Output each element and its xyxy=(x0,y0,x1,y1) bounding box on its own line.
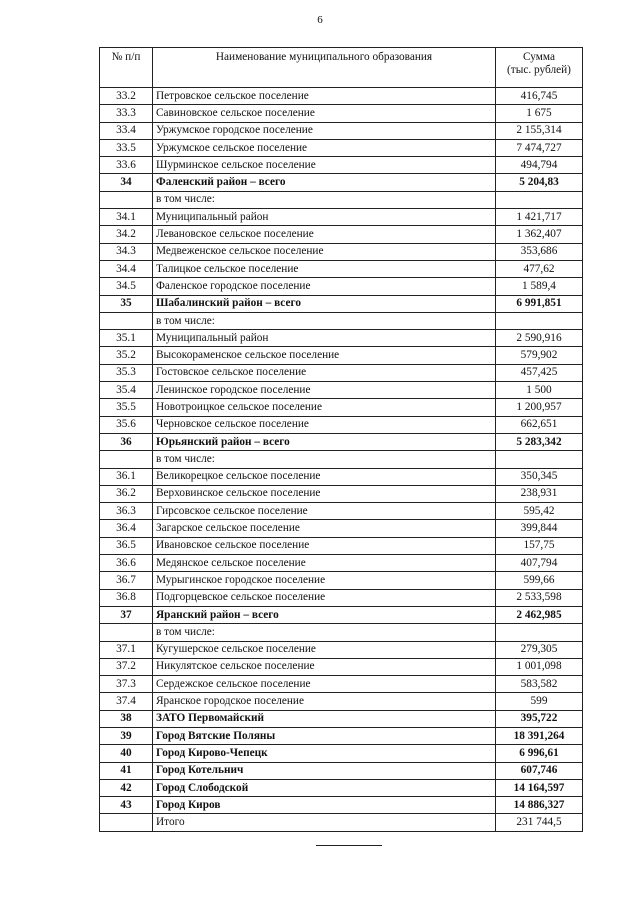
row-name: Город Котельнич xyxy=(153,762,496,779)
header-name: Наименование муниципального образования xyxy=(153,48,496,88)
row-name: Яранское городское поселение xyxy=(153,693,496,710)
row-name: Новотроицкое сельское поселение xyxy=(153,399,496,416)
row-name: Медянское сельское поселение xyxy=(153,555,496,572)
row-sum: 494,794 xyxy=(496,157,583,174)
row-number: 35.3 xyxy=(100,364,153,381)
row-number: 33.3 xyxy=(100,105,153,122)
table-row xyxy=(100,658,583,675)
row-name: в том числе: xyxy=(153,451,496,468)
table-row xyxy=(100,399,583,416)
table-row xyxy=(100,347,583,364)
table-row xyxy=(100,88,583,105)
row-sum: 399,844 xyxy=(496,520,583,537)
row-number: 35.5 xyxy=(100,399,153,416)
row-name: Город Киров xyxy=(153,797,496,814)
row-number xyxy=(100,312,153,329)
row-sum: 579,902 xyxy=(496,347,583,364)
table-row xyxy=(100,105,583,122)
table-row xyxy=(100,762,583,779)
row-name: Уржумское городское поселение xyxy=(153,122,496,139)
row-sum: 1 421,717 xyxy=(496,209,583,226)
row-name: Великорецкое сельское поселение xyxy=(153,468,496,485)
row-number: 36.7 xyxy=(100,572,153,589)
row-sum: 607,746 xyxy=(496,762,583,779)
row-name: Верховинское сельское поселение xyxy=(153,485,496,502)
row-name: Загарское сельское поселение xyxy=(153,520,496,537)
table-row xyxy=(100,191,583,208)
row-name: Юрьянский район – всего xyxy=(153,433,496,450)
row-sum: 238,931 xyxy=(496,485,583,502)
row-number: 43 xyxy=(100,797,153,814)
row-name: Медвеженское сельское поселение xyxy=(153,243,496,260)
table-row xyxy=(100,278,583,295)
row-name: Черновское сельское поселение xyxy=(153,416,496,433)
row-sum: 2 533,598 xyxy=(496,589,583,606)
table-row xyxy=(100,710,583,727)
row-sum: 1 362,407 xyxy=(496,226,583,243)
table-row xyxy=(100,364,583,381)
row-name: Подгорцевское сельское поселение xyxy=(153,589,496,606)
row-sum: 1 500 xyxy=(496,382,583,399)
table-row xyxy=(100,779,583,796)
row-name: Фаленский район – всего xyxy=(153,174,496,191)
row-number: 34.3 xyxy=(100,243,153,260)
row-name: в том числе: xyxy=(153,191,496,208)
table-row xyxy=(100,745,583,762)
row-name: Ленинское городское поселение xyxy=(153,382,496,399)
row-name: Шурминское сельское поселение xyxy=(153,157,496,174)
row-number: 35 xyxy=(100,295,153,312)
row-number: 37.3 xyxy=(100,676,153,693)
table-row xyxy=(100,312,583,329)
row-number: 36.2 xyxy=(100,485,153,502)
row-sum xyxy=(496,191,583,208)
row-number: 35.1 xyxy=(100,330,153,347)
row-sum xyxy=(496,312,583,329)
row-sum: 14 886,327 xyxy=(496,797,583,814)
row-sum: 1 001,098 xyxy=(496,658,583,675)
table-row xyxy=(100,260,583,277)
row-name: Сердежское сельское поселение xyxy=(153,676,496,693)
table-body xyxy=(100,88,583,832)
row-number: 37 xyxy=(100,606,153,623)
budget-table xyxy=(99,47,583,832)
row-sum: 6 991,851 xyxy=(496,295,583,312)
row-sum: 14 164,597 xyxy=(496,779,583,796)
header-sum-line2: (тыс. рублей) xyxy=(507,64,571,76)
table-row xyxy=(100,226,583,243)
row-sum: 18 391,264 xyxy=(496,727,583,744)
row-name: Яранский район – всего xyxy=(153,606,496,623)
row-number: 33.2 xyxy=(100,88,153,105)
row-number: 33.6 xyxy=(100,157,153,174)
table-row xyxy=(100,209,583,226)
table-row xyxy=(100,330,583,347)
row-sum: 599 xyxy=(496,693,583,710)
table-row xyxy=(100,157,583,174)
row-number: 41 xyxy=(100,762,153,779)
row-name: Город Вятские Поляны xyxy=(153,727,496,744)
row-sum: 416,745 xyxy=(496,88,583,105)
row-number: 37.1 xyxy=(100,641,153,658)
table-row xyxy=(100,433,583,450)
table-row xyxy=(100,520,583,537)
table-row xyxy=(100,537,583,554)
row-number: 35.2 xyxy=(100,347,153,364)
row-sum: 583,582 xyxy=(496,676,583,693)
table-header-row xyxy=(100,48,583,88)
row-name: Ивановское сельское поселение xyxy=(153,537,496,554)
table-row xyxy=(100,606,583,623)
row-number: 34.5 xyxy=(100,278,153,295)
row-sum: 353,686 xyxy=(496,243,583,260)
table-row xyxy=(100,503,583,520)
table-row xyxy=(100,468,583,485)
header-num: № п/п xyxy=(100,48,153,88)
row-name: Муниципальный район xyxy=(153,209,496,226)
row-number: 34.1 xyxy=(100,209,153,226)
footer-divider xyxy=(316,845,382,846)
row-sum: 157,75 xyxy=(496,537,583,554)
row-sum: 457,425 xyxy=(496,364,583,381)
row-name: Уржумское сельское поселение xyxy=(153,139,496,156)
table-row xyxy=(100,814,583,831)
row-name: Высокораменское сельское поселение xyxy=(153,347,496,364)
row-sum: 1 200,957 xyxy=(496,399,583,416)
table-row xyxy=(100,693,583,710)
row-name: Муниципальный район xyxy=(153,330,496,347)
row-name: Талицкое сельское поселение xyxy=(153,260,496,277)
table-row xyxy=(100,555,583,572)
row-name: Город Слободской xyxy=(153,779,496,796)
table-row xyxy=(100,139,583,156)
table-row xyxy=(100,122,583,139)
table-row xyxy=(100,416,583,433)
row-number: 36.5 xyxy=(100,537,153,554)
row-sum: 5 204,83 xyxy=(496,174,583,191)
table-row xyxy=(100,624,583,641)
row-number: 39 xyxy=(100,727,153,744)
row-name: Петровское сельское поселение xyxy=(153,88,496,105)
row-number: 35.4 xyxy=(100,382,153,399)
row-sum: 2 155,314 xyxy=(496,122,583,139)
row-sum: 599,66 xyxy=(496,572,583,589)
row-sum: 1 675 xyxy=(496,105,583,122)
row-number: 36.6 xyxy=(100,555,153,572)
row-sum: 350,345 xyxy=(496,468,583,485)
row-name: Гирсовское сельское поселение xyxy=(153,503,496,520)
row-number: 33.4 xyxy=(100,122,153,139)
table-row xyxy=(100,485,583,502)
row-number xyxy=(100,814,153,831)
row-sum: 477,62 xyxy=(496,260,583,277)
row-number: 36.1 xyxy=(100,468,153,485)
row-sum: 7 474,727 xyxy=(496,139,583,156)
row-sum: 6 996,61 xyxy=(496,745,583,762)
row-number: 35.6 xyxy=(100,416,153,433)
row-name: Итого xyxy=(153,814,496,831)
table-row xyxy=(100,382,583,399)
row-number: 38 xyxy=(100,710,153,727)
row-name: Фаленское городское поселение xyxy=(153,278,496,295)
table-row xyxy=(100,676,583,693)
row-sum xyxy=(496,451,583,468)
row-name: Никулятское сельское поселение xyxy=(153,658,496,675)
row-sum: 395,722 xyxy=(496,710,583,727)
row-number: 36 xyxy=(100,433,153,450)
row-name: Город Кирово-Чепецк xyxy=(153,745,496,762)
row-name: в том числе: xyxy=(153,624,496,641)
row-sum: 662,651 xyxy=(496,416,583,433)
row-sum: 2 590,916 xyxy=(496,330,583,347)
row-number: 36.3 xyxy=(100,503,153,520)
row-number: 36.4 xyxy=(100,520,153,537)
row-number: 34.2 xyxy=(100,226,153,243)
row-name: Мурыгинское городское поселение xyxy=(153,572,496,589)
row-name: Савиновское сельское поселение xyxy=(153,105,496,122)
row-name: Гостовское сельское поселение xyxy=(153,364,496,381)
row-name: в том числе: xyxy=(153,312,496,329)
row-number xyxy=(100,624,153,641)
row-sum: 2 462,985 xyxy=(496,606,583,623)
page-number: 6 xyxy=(317,14,323,26)
row-number: 36.8 xyxy=(100,589,153,606)
row-number: 37.4 xyxy=(100,693,153,710)
table-row xyxy=(100,589,583,606)
row-sum: 1 589,4 xyxy=(496,278,583,295)
table-row xyxy=(100,295,583,312)
row-number xyxy=(100,451,153,468)
row-name: ЗАТО Первомайский xyxy=(153,710,496,727)
table-row xyxy=(100,174,583,191)
row-number: 37.2 xyxy=(100,658,153,675)
table-row xyxy=(100,641,583,658)
row-number xyxy=(100,191,153,208)
header-sum xyxy=(496,48,583,88)
row-number: 33.5 xyxy=(100,139,153,156)
row-name: Кугушерское сельское поселение xyxy=(153,641,496,658)
table-row xyxy=(100,243,583,260)
row-number: 34 xyxy=(100,174,153,191)
row-name: Шабалинский район – всего xyxy=(153,295,496,312)
row-sum: 595,42 xyxy=(496,503,583,520)
table-row xyxy=(100,572,583,589)
row-sum xyxy=(496,624,583,641)
table-row xyxy=(100,727,583,744)
row-sum: 231 744,5 xyxy=(496,814,583,831)
row-sum: 5 283,342 xyxy=(496,433,583,450)
row-number: 40 xyxy=(100,745,153,762)
row-sum: 407,794 xyxy=(496,555,583,572)
table-row xyxy=(100,797,583,814)
row-sum: 279,305 xyxy=(496,641,583,658)
row-number: 42 xyxy=(100,779,153,796)
row-name: Левановское сельское поселение xyxy=(153,226,496,243)
row-number: 34.4 xyxy=(100,260,153,277)
table-row xyxy=(100,451,583,468)
header-sum-line1: Сумма xyxy=(523,51,555,63)
